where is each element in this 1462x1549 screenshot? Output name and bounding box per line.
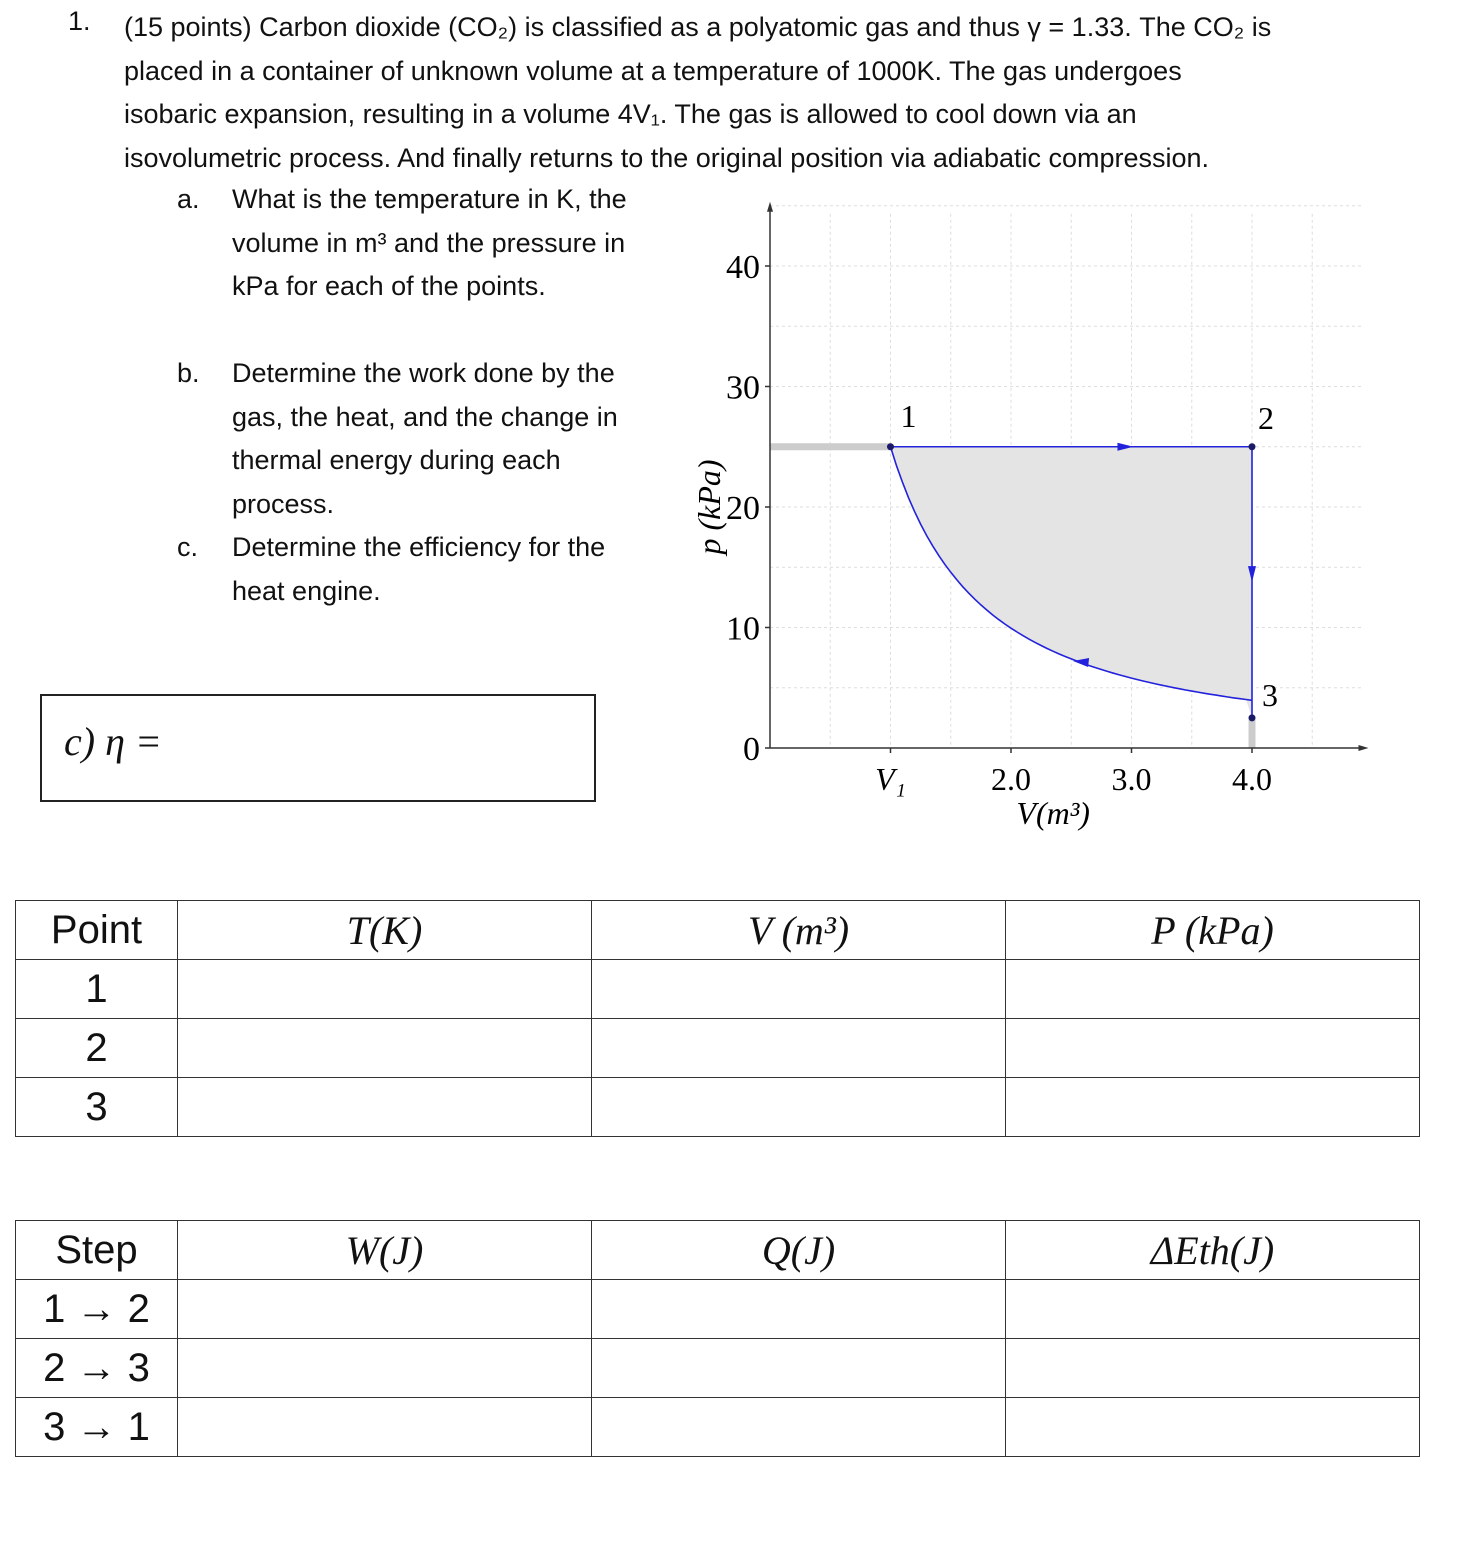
y-axis-label: p (kPa): [691, 459, 727, 555]
part-a: [177, 178, 677, 354]
table-header-row: [16, 901, 1420, 960]
header-volume: V (m³): [592, 901, 1006, 960]
answer-cell-q12[interactable]: [592, 1280, 1006, 1339]
table-row: [16, 1019, 1420, 1078]
table-row: [16, 1339, 1420, 1398]
pv-diagram: [660, 196, 1390, 846]
table-row: [16, 1078, 1420, 1137]
x-axis-label: V(m³): [1016, 795, 1090, 831]
x-ticks: [875, 748, 1272, 797]
state-point-3: [1249, 714, 1256, 721]
part-b: [177, 352, 677, 528]
answer-cell-t2[interactable]: [178, 1019, 592, 1078]
answer-cell-v1[interactable]: [592, 960, 1006, 1019]
y-ticks: [726, 249, 770, 768]
header-pressure: P (kPa): [1006, 901, 1420, 960]
points-table: [15, 900, 1420, 1137]
answer-cell-v2[interactable]: [592, 1019, 1006, 1078]
state-point-label: 1: [900, 397, 917, 434]
answer-cell-p3[interactable]: [1006, 1078, 1420, 1137]
answer-cell-t1[interactable]: [178, 960, 592, 1019]
y-tick-label: 10: [726, 610, 760, 648]
x-tick-label: V₁: [875, 761, 906, 797]
x-tick-label: 2.0: [991, 761, 1031, 797]
problem-line-3: isobaric expansion, resulting in a volume 4V₁. The gas is allowed to cool down via an: [124, 99, 1137, 129]
point-label: 1: [16, 960, 178, 1019]
answer-cell-p1[interactable]: [1006, 960, 1420, 1019]
problem-line-2: placed in a container of unknown volume at a temperature of 1000K. The gas undergoes: [124, 55, 1182, 86]
point-label: 3: [16, 1078, 178, 1137]
y-tick-label: 0: [743, 731, 760, 768]
answer-cell-p2[interactable]: [1006, 1019, 1420, 1078]
step-label: 3 → 1: [16, 1398, 178, 1457]
problem-statement: [124, 6, 1424, 180]
y-tick-label: 20: [726, 490, 760, 527]
part-c: [177, 526, 677, 616]
part-a-letter: a.: [177, 184, 200, 214]
part-c-letter: c.: [177, 532, 199, 562]
problem-number: 1.: [68, 6, 91, 36]
x-tick-label: 3.0: [1111, 761, 1152, 797]
efficiency-label: c) η =: [64, 719, 162, 764]
step-label: 2 → 3: [16, 1339, 178, 1398]
table-row: [16, 960, 1420, 1019]
x-axis-arrow: [1359, 745, 1369, 751]
step-label: 1 → 2: [16, 1280, 178, 1339]
table-header-row: [16, 1221, 1420, 1280]
problem-line-4: isovolumetric process. And finally returns to the original position via adiabatic compression.: [124, 142, 1210, 173]
answer-cell-e12[interactable]: [1006, 1280, 1420, 1339]
answer-cell-e31[interactable]: [1006, 1398, 1420, 1457]
steps-table: [15, 1220, 1420, 1457]
efficiency-answer-box[interactable]: [40, 694, 596, 802]
state-point-2: [1249, 443, 1256, 450]
part-c-text: Determine the efficiency for the heat engine.: [232, 532, 606, 606]
header-point: Point: [16, 901, 178, 960]
part-b-letter: b.: [177, 358, 200, 388]
answer-cell-v3[interactable]: [592, 1078, 1006, 1137]
problem-line-1: (15 points) Carbon dioxide (CO₂) is classified as a polyatomic gas and thus γ = 1.33. The CO₂ is: [124, 12, 1272, 42]
point-label: 2: [16, 1019, 178, 1078]
table-row: [16, 1280, 1420, 1339]
header-thermal-energy: ΔEth(J): [1006, 1221, 1420, 1280]
answer-cell-w23[interactable]: [178, 1339, 592, 1398]
header-temperature: T(K): [178, 901, 592, 960]
part-b-text: Determine the work done by the gas, the heat, and the change in thermal energy during each process.: [232, 358, 618, 519]
table-row: [16, 1398, 1420, 1457]
answer-cell-w31[interactable]: [178, 1398, 592, 1457]
header-heat: Q(J): [592, 1221, 1006, 1280]
y-tick-label: 30: [726, 369, 760, 407]
state-point-1: [887, 443, 894, 450]
header-step: Step: [16, 1221, 178, 1280]
state-point-label: 2: [1258, 399, 1274, 436]
answer-cell-w12[interactable]: [178, 1280, 592, 1339]
answer-cell-q31[interactable]: [592, 1398, 1006, 1457]
header-work: W(J): [178, 1221, 592, 1280]
answer-cell-q23[interactable]: [592, 1339, 1006, 1398]
y-axis-arrow: [767, 202, 773, 212]
state-point-label: 3: [1262, 676, 1278, 713]
part-a-text: What is the temperature in K, the volume in m³ and the pressure in kPa for each of the points.: [232, 184, 627, 301]
x-tick-label: 4.0: [1232, 761, 1272, 797]
answer-cell-e23[interactable]: [1006, 1339, 1420, 1398]
y-tick-label: 40: [726, 249, 760, 286]
answer-cell-t3[interactable]: [178, 1078, 592, 1137]
